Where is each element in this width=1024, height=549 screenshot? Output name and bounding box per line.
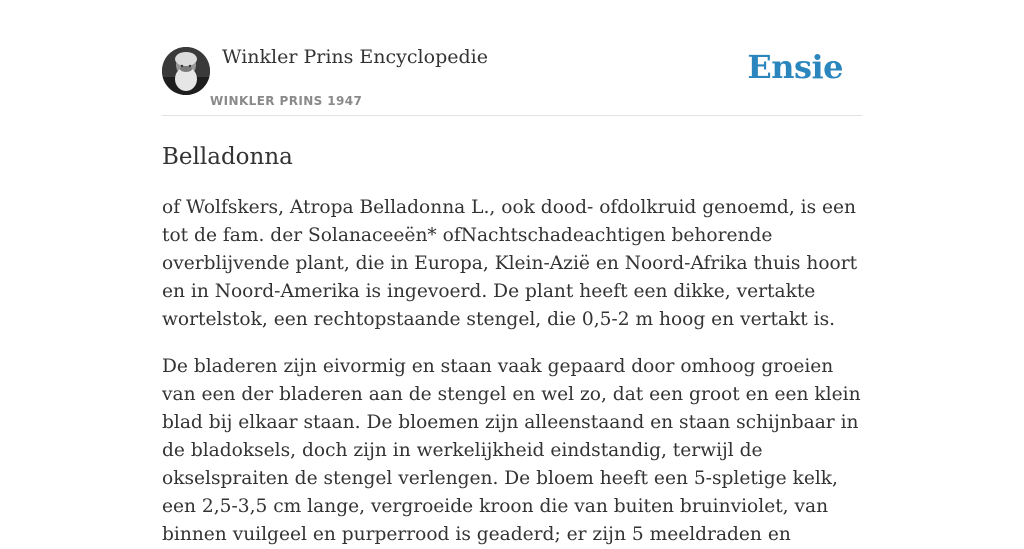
site-header	[162, 0, 862, 116]
author-avatar[interactable]	[162, 47, 210, 95]
portrait-avatar-icon	[162, 47, 210, 95]
article-paragraph-2: De bladeren zijn eivormig en staan vaak gepaard door omhoog groeien van een der bladeren aan de stengel en wel zo, dat een groot en een klein blad bij elkaar staan. De bloemen zijn alleenstaand en staan schijnbaar in de bladoksels, doch zijn in werkelijkheid eindstandig, terwijl de okselspraiten de stengel verlengen. De bloem heeft een 5-spletige kelk, een 2,5-3,5 cm lange, vergroeide kroon die van buiten bruinviolet, van binnen vuilgeel en purperrood is geaderd; er zijn 5 meeldraden en	[162, 356, 861, 545]
article-title: Belladonna	[162, 144, 293, 170]
edition-label[interactable]: WINKLER PRINS 1947	[210, 94, 363, 108]
site-name[interactable]: Winkler Prins Encyclopedie	[222, 46, 488, 68]
page-container	[162, 0, 862, 549]
brand-logo[interactable]: Ensie	[747, 48, 843, 86]
article-paragraph-1: of Wolfskers, Atropa Belladonna L., ook dood- ofdolkruid genoemd, is een tot de fam. der Solanaceeën* ofNachtschadeachtigen behorende overblijvende plant, die in Europa, Klein-Azië en Noord-Afrika thuis hoort en in Noord-Amerika is ingevoerd. De plant heeft een dikke, vertakte wortelstok, een rechtopstaande stengel, die 0,5-2 m hoog en vertakt is.	[162, 197, 858, 330]
